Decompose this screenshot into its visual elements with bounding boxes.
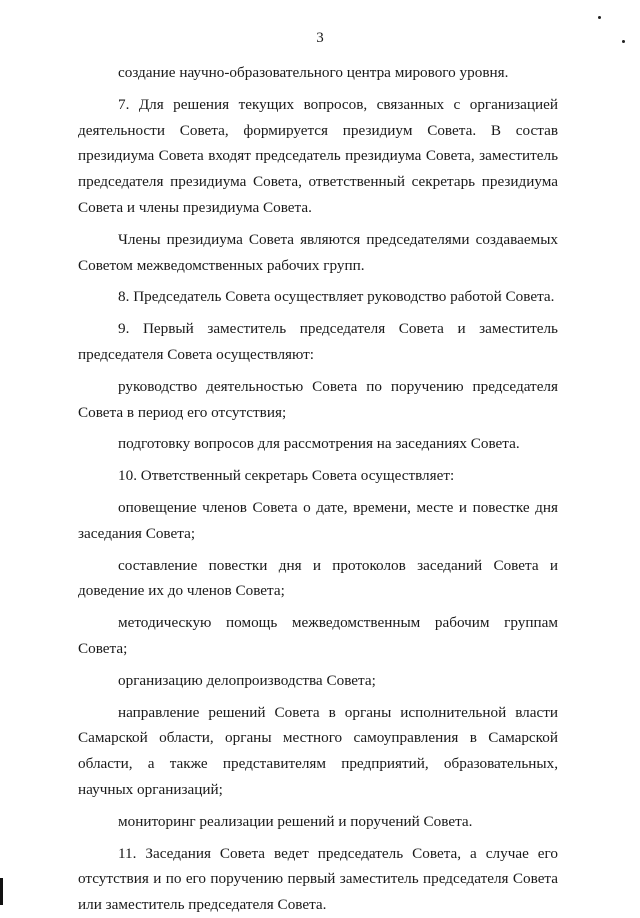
paragraph: 11. Заседания Совета ведет председатель Совета, а случае его отсутствия и по его поручению первый заместитель председателя Совета или заместитель председателя Совета. bbox=[78, 844, 558, 914]
paragraph: 7. Для решения текущих вопросов, связанных с организацией деятельности Совета, формируется президиум Совета. В состав президиума Совета входят председатель президиума Совета, заместитель председателя президиума Совета, ответственный секретарь президиума Совета и члены президиума Совета. bbox=[78, 95, 558, 216]
paragraph: подготовку вопросов для рассмотрения на заседаниях Совета. bbox=[118, 435, 520, 453]
paragraph: направление решений Совета в органы исполнительной власти Самарской области, органы местного самоуправления в Самарской области, а также представителям предприятий, образовательных, научных организаций; bbox=[78, 703, 558, 798]
page-number: 3 bbox=[316, 30, 324, 46]
paragraph: методическую помощь межведомственным рабочим группам Совета; bbox=[78, 614, 558, 657]
paragraph: 8. Председатель Совета осуществляет руководство работой Совета. bbox=[118, 288, 555, 306]
paragraph: оповещение членов Совета о дате, времени, месте и повестке дня заседания Совета; bbox=[78, 498, 558, 542]
paragraph: организацию делопроизводства Совета; bbox=[118, 671, 376, 689]
paragraph: создание научно-образовательного центра мирового уровня. bbox=[118, 64, 509, 81]
paragraph: руководство деятельностью Совета по поручению председателя Совета в период его отсутствия; bbox=[78, 377, 558, 421]
scan-artifact-dot bbox=[622, 40, 625, 43]
scan-artifact-dot bbox=[598, 16, 601, 19]
paragraph: 9. Первый заместитель председателя Совета и заместитель председателя Совета осуществляют: bbox=[78, 320, 558, 363]
document-body bbox=[78, 60, 558, 918]
paragraph: 10. Ответственный секретарь Совета осуществляет: bbox=[118, 467, 455, 485]
scan-artifact-edge bbox=[0, 878, 3, 905]
paragraph: Члены президиума Совета являются председателями создаваемых Советом межведомственных рабочих групп. bbox=[78, 230, 558, 274]
paragraph: мониторинг реализации решений и поручений Совета. bbox=[118, 812, 473, 830]
paragraph: составление повестки дня и протоколов заседаний Совета и доведение их до членов Совета; bbox=[78, 556, 558, 600]
